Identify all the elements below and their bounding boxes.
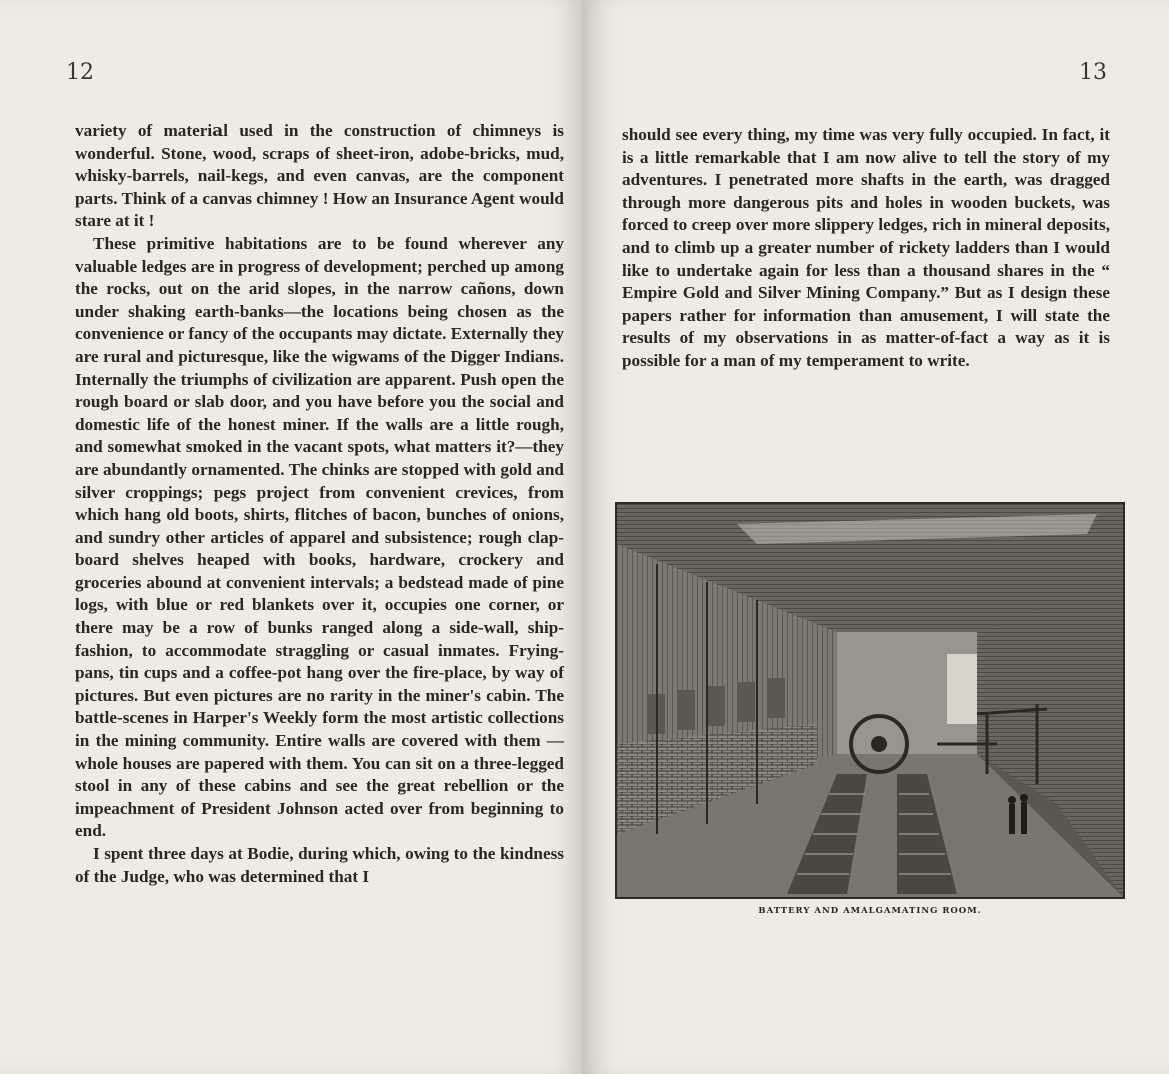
right-page [584,0,1169,1074]
paragraph: should see every thing, my time was very fully occupied. In fact, it is a little remarkable that I am now alive to tell the story of my adventures. I penetrated more shafts in the earth, was dragged through more dangerous pits and holes in wooden buckets, was forced to creep over more slippery ledges, rich in mineral deposits, and to climb up a greater number of rickety ladders than I would like to undertake again for less than a thousand shares in the “ Empire Gold and Silver Mining Company.” But as I design these papers rather for information than amusement, I will state the results of my observations in as matter-of-fact a way as it is possible for a man of my temperament to write. [622,125,1110,370]
right-page-body [622,124,1110,373]
engraving-illustration-drawing [617,504,1123,897]
illustration-caption: BATTERY AND AMALGAMATING ROOM. [758,906,982,916]
paragraph: These primitive habitations are to be found wherever any valuable ledges are in progress of development; perched up among the rocks, out on the arid slopes, in the narrow cañons, down under shaking earth-banks—the locations being chosen as the convenience or fancy of the occupants may dictate. Externally they are rural and picturesque, like the wigwams of the Digger Indians. Internally the triumphs of civilization are apparent. Push open the rough board or slab door, and you have before you the social and domestic life of the honest miner. If the walls are a little rough, and somewhat smoked in the vacant spots, what matters it?—they are abundantly ornamented. The chinks are stopped with gold and silver croppings; pegs project from convenient crevices, from which hang old boots, shirts, flitches of bacon, bunches of onions, and sundry other articles of apparel and subsistence; rough clap-board shelves heaped with books, hardware, crockery and groceries abound at convenient intervals; a bedstead made of pine logs, with blue or red blankets over it, occupies one corner, or there may be a row of bunks ranged along a side-wall, ship-fashion, to accommodate straggling or casual inmates. Frying-pans, tin cups and a coffee-pot hang over the fire-place, by way of pictures. But even pictures are no rarity in the miner's cabin. The battle-scenes in Harper's Weekly form the most artistic collections in the mining community. Entire walls are covered with them —whole houses are papered with them. You can sit on a three-legged stool in any of these cabins and see the great rebellion or the impeachment of President Johnson acted over from beginning to end. [75,233,564,841]
engraving-battery-room-illustration [615,502,1125,899]
left-page [0,0,584,1074]
left-page-body [75,120,564,888]
page-number-right: 13 [1079,60,1107,85]
paragraph: I spent three days at Bodie, during which, owing to the kindness of the Judge, who was determined that I [75,844,564,886]
page-number-left: 12 [66,60,94,85]
paragraph: variety of materi𝐚l used in the construction of chimneys is wonderful. Stone, wood, scraps of sheet-iron, adobe-bricks, mud, whisky-barrels, nail-kegs, and even canvas, are the component parts. Think of a canvas chimney ! How an Insurance Agent would stare at it ! [75,121,564,231]
